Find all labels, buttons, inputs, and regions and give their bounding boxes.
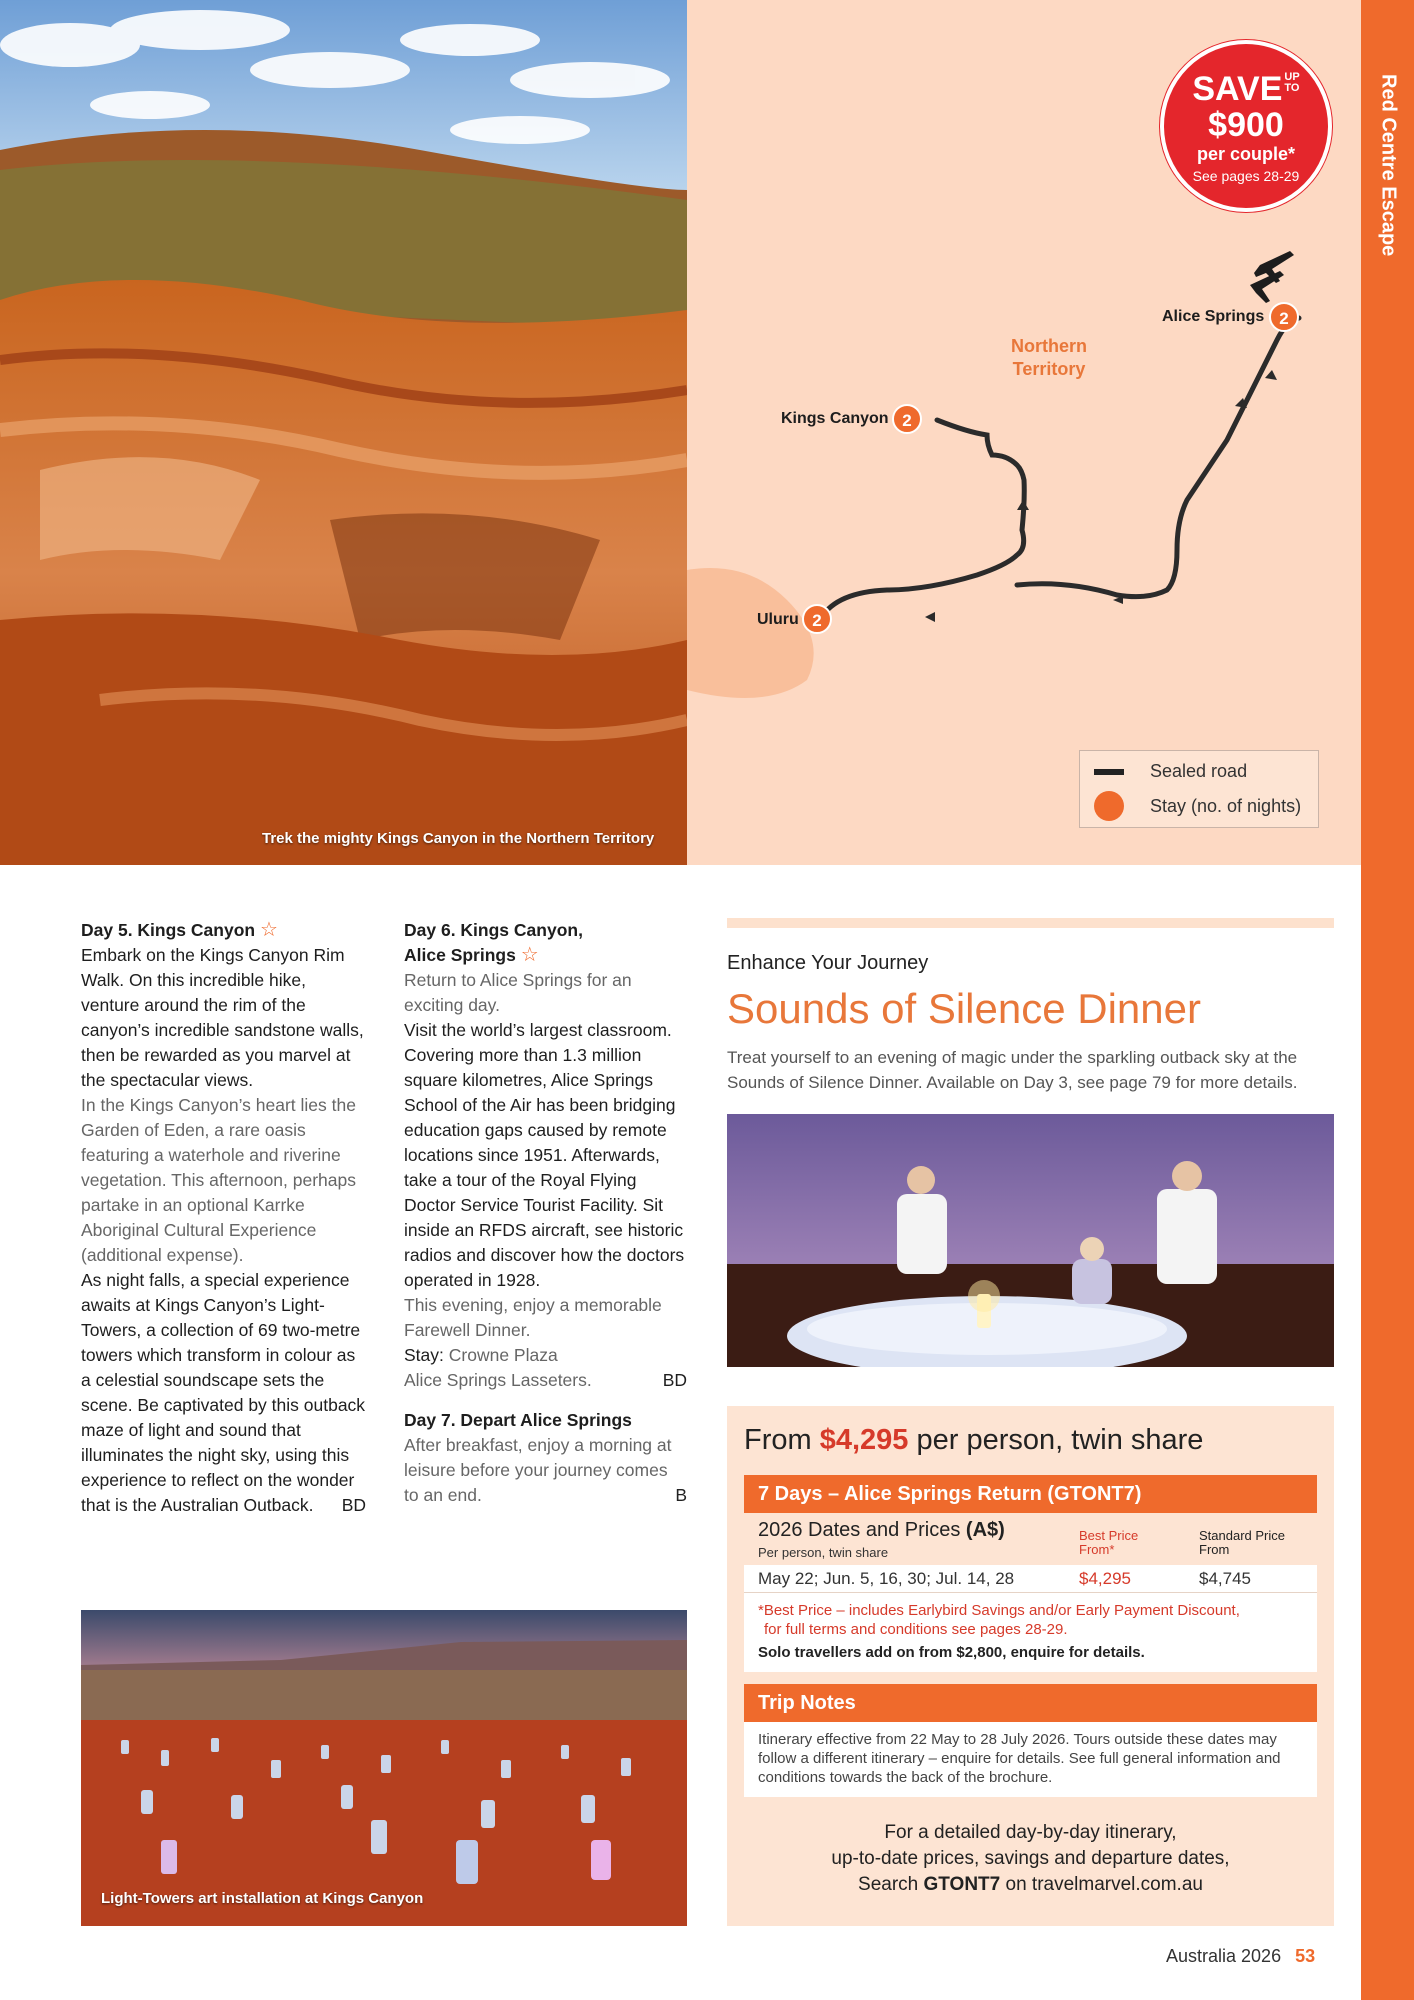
table-row: [744, 1565, 1317, 1593]
price-headline: [744, 1424, 1203, 1457]
day5-section: [81, 918, 366, 1518]
col-best-1: Best Price: [1079, 1528, 1139, 1543]
call-to-action: [744, 1820, 1317, 1898]
cta-line-2: up-to-date prices, savings and departure dates,: [831, 1848, 1230, 1869]
map-legend: [1079, 750, 1319, 828]
star-icon: ☆: [259, 919, 278, 941]
region-label: Northern Territory: [1011, 336, 1087, 380]
hero-caption: Trek the mighty Kings Canyon in the Northern Territory: [262, 830, 655, 847]
day7-meals: B: [675, 1485, 687, 1505]
footer-label: Australia 2026: [1166, 1946, 1282, 1966]
map-label-alice-springs: Alice Springs: [1162, 308, 1265, 325]
legend-road-label: Sealed road: [1150, 761, 1248, 781]
page-footer: [1166, 1946, 1315, 1967]
dinner-photo: [727, 1114, 1334, 1367]
legend-stay-label: Stay (no. of nights): [1150, 795, 1302, 816]
dates-title: [758, 1519, 1005, 1542]
day5-p1: Embark on the Kings Canyon Rim Walk. On this incredible hike, venture around the rim of the canyon’s incredible sandstone walls, then be rewarded as you marvel at the spectacular views.: [81, 945, 364, 1090]
save-badge-upto: [1284, 72, 1299, 94]
day6-stay-label: Stay:: [404, 1345, 444, 1365]
cta-line-3: [744, 1872, 1317, 1898]
day6-title-2-row: [404, 943, 687, 968]
cta-code: GTONT7: [923, 1874, 1001, 1895]
day5-meals: BD: [341, 1495, 366, 1515]
dates-title-text: 2026 Dates and Prices: [758, 1519, 961, 1541]
save-badge-headline: [1164, 72, 1328, 106]
currency-label: (A$): [965, 1519, 1005, 1541]
save-badge-amount: $900: [1208, 106, 1284, 144]
fine-print-2: for full terms and conditions see pages 28-29.: [764, 1621, 1068, 1638]
fine-print-1: *Best Price – includes Earlybird Savings and/or Early Payment Discount,: [758, 1602, 1240, 1619]
side-tab-text: Red Centre Escape: [1377, 74, 1399, 257]
nights-badge-alice-springs: 2: [1269, 302, 1299, 332]
star-icon: ☆: [520, 944, 539, 966]
light-towers-photo: [81, 1610, 687, 1926]
day6-stay-1: [404, 1343, 687, 1368]
save-badge-save: SAVE: [1192, 70, 1283, 108]
solo-note: Solo travellers add on from $2,800, enquire for details.: [758, 1644, 1145, 1661]
stay-swatch: [1094, 791, 1124, 821]
road-swatch: [1094, 769, 1124, 775]
price-from-label: From: [744, 1424, 812, 1456]
enhance-text: Treat yourself to an evening of magic under the sparkling outback sky at the Sounds of Silence Dinner. Available on Day 3, see page 79 for more details.: [727, 1048, 1298, 1092]
cta-site-link[interactable]: on travelmarvel.com.au: [1005, 1874, 1203, 1895]
col-best-price: [1079, 1529, 1138, 1557]
dates-subtitle: Per person, twin share: [758, 1545, 889, 1560]
price-suffix: per person, twin share: [916, 1424, 1204, 1456]
day6-meals: BD: [662, 1370, 687, 1390]
save-badge-per: per couple*: [1196, 144, 1296, 164]
price-table-header: [744, 1513, 1317, 1565]
trip-notes-title: Trip Notes: [744, 1684, 1317, 1722]
map-label-kings-canyon: Kings Canyon: [781, 410, 889, 427]
enhance-title: Sounds of Silence Dinner: [727, 985, 1201, 1032]
col-best-2: From*: [1079, 1542, 1115, 1557]
col-std-2: From: [1199, 1542, 1230, 1557]
day6-title-2: Alice Springs: [404, 945, 516, 965]
day5-title: [81, 918, 366, 943]
cta-line-1: For a detailed day-by-day itinerary,: [884, 1822, 1177, 1843]
side-tab-label: [1361, 0, 1414, 320]
row-dates: May 22; Jun. 5, 16, 30; Jul. 14, 28: [758, 1569, 1015, 1588]
save-badge-up: UP: [1284, 71, 1300, 83]
legend-stay: [1094, 791, 1301, 821]
day6-stay-hotel-2: Alice Springs Lasseters.: [404, 1370, 592, 1390]
price-table: [744, 1475, 1317, 1672]
day6-stay-hotel-1: Crowne Plaza: [448, 1345, 558, 1365]
day5-p3: [81, 1268, 366, 1518]
light-towers-caption: Light-Towers art installation at Kings Canyon: [101, 1890, 424, 1907]
save-badge-see: See pages 28-29: [1192, 168, 1300, 184]
cta-search: Search: [858, 1874, 919, 1895]
save-badge: [1160, 40, 1332, 212]
day7-title: Day 7. Depart Alice Springs: [404, 1410, 632, 1430]
day7-p1-text: After breakfast, enjoy a morning at leisure before your journey comes to an end.: [404, 1435, 672, 1505]
nights-badge-kings-canyon: 2: [892, 404, 922, 434]
enhance-divider: [727, 918, 1334, 928]
map-label-uluru: Uluru: [757, 611, 799, 628]
day6-section: [404, 918, 687, 1508]
day5-p3-text: As night falls, a special experience awaits at Kings Canyon’s Light-Towers, a collection of 69 two-metre towers which transform in colour as a celestial soundscape sets the scene. Be captivated by this outback maze of light and sound that illuminates the night sky, using this experience to reflect on the wonder that is the Australian Outback.: [81, 1270, 366, 1515]
day6-p1: Return to Alice Springs for an exciting day.: [404, 970, 632, 1015]
legend-road: [1094, 761, 1247, 782]
day6-title-1: Day 6. Kings Canyon,: [404, 920, 583, 940]
kings-canyon-photo: [0, 0, 687, 865]
day6-p3: This evening, enjoy a memorable Farewell Dinner.: [404, 1295, 662, 1340]
airport-icon: [1250, 251, 1294, 303]
day6-stay-2: [404, 1368, 687, 1393]
trip-notes: [744, 1684, 1317, 1797]
trip-notes-text: Itinerary effective from 22 May to 28 July 2026. Tours outside these dates may follow a different itinerary – enquire for details. See full general information and conditions towards the back of the brochure.: [758, 1731, 1281, 1786]
enhance-kicker: Enhance Your Journey: [727, 952, 929, 974]
day7-p1: [404, 1433, 687, 1508]
col-std-1: Standard Price: [1199, 1528, 1285, 1543]
tour-title: 7 Days – Alice Springs Return (GTONT7): [744, 1475, 1317, 1513]
price-fine-print: [744, 1593, 1317, 1672]
row-standard-price: $4,745: [1199, 1569, 1251, 1588]
save-badge-to: TO: [1284, 82, 1300, 94]
day6-p2: Visit the world’s largest classroom. Covering more than 1.3 million square kilometres, Alice Springs School of the Air has been bridging education gaps caused by remote locations since 1951. Afterwards, take a tour of the Royal Flying Doctor Service Tourist Facility. Sit inside an RFDS aircraft, see historic radios and discover how the doctors operated in 1928.: [404, 1020, 685, 1290]
day5-p2: In the Kings Canyon’s heart lies the Garden of Eden, a rare oasis featuring a waterhole and riverine vegetation. This afternoon, perhaps partake in an optional Karrke Aboriginal Cultural Experience (additional expense).: [81, 1095, 357, 1265]
price-from-amount: $4,295: [819, 1424, 909, 1456]
page-number: 53: [1295, 1946, 1316, 1966]
day5-title-text: Day 5. Kings Canyon: [81, 920, 256, 940]
row-best-price: $4,295: [1079, 1569, 1131, 1588]
nights-badge-uluru: 2: [802, 604, 832, 634]
col-standard-price: [1199, 1529, 1285, 1557]
